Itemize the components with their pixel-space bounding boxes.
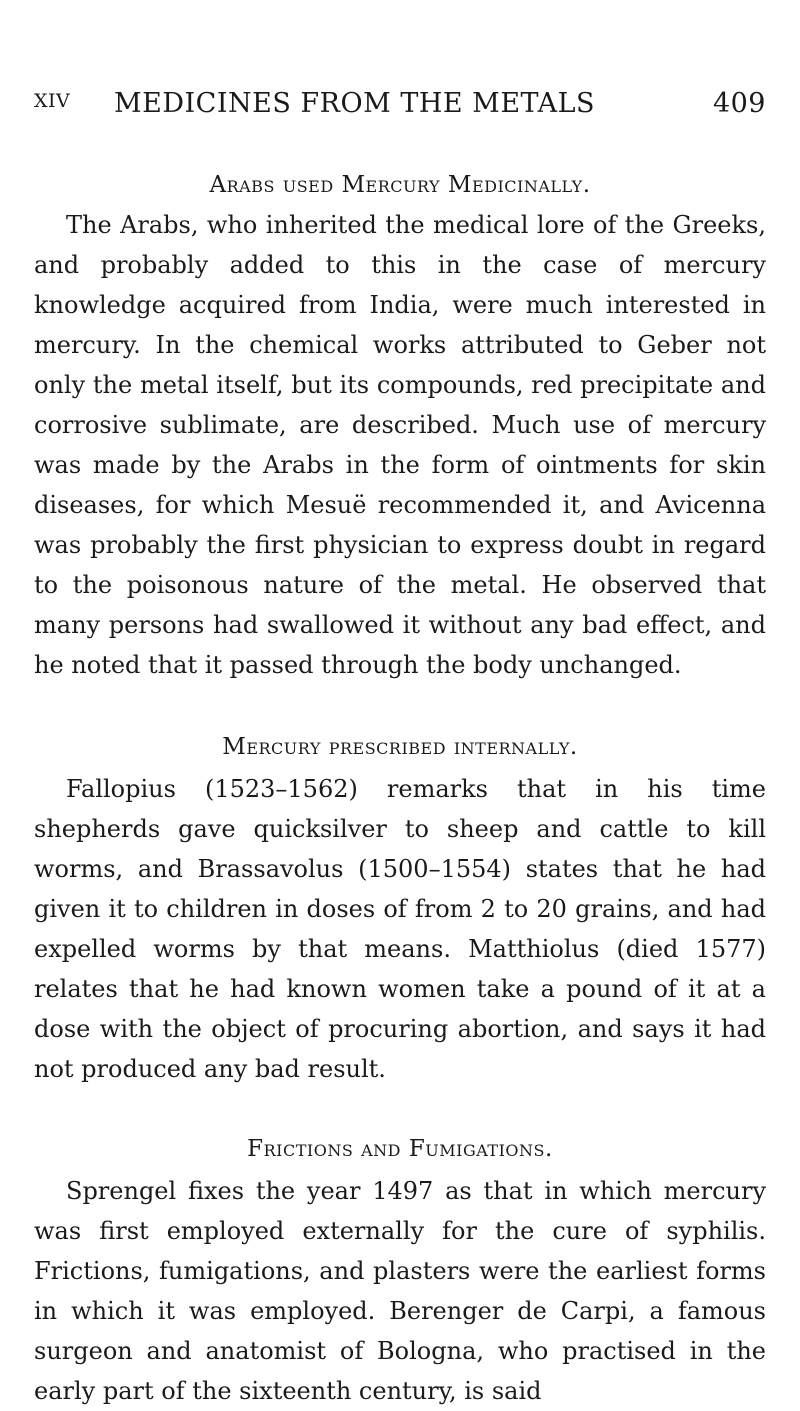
section-heading-frictions: Frictions and Fumigations. [247,1136,553,1162]
paragraph-internal: Fallopius (1523–1562) remarks that in his time shepherds gave quicksilver to sheep and cattle to kill worms, and Brassavolus (1500–1554) states that he had given it to children in doses of from 2 to 20 grains, and had expelled worms by that means. Matthiolus (died 1577) relates that he had known women take a pound of it at a dose with the object of procuring abortion, and says it had not produced any bad result. [34,775,766,1083]
running-head [34,88,766,128]
section-heading-arabs: Arabs used Mercury Medicinally. [209,172,591,198]
book-page [34,88,766,1411]
paragraph-arabs: The Arabs, who inherited the medical lore of the Greeks, and probably added to this in the case of mercury knowledge acquired from India, were much interested in mercury. In the chemical works attributed to Geber not only the metal itself, but its compounds, red precipitate and corrosive sublimate, are described. Much use of mercury was made by the Arabs in the form of ointments for skin diseases, for which Mesuë recommended it, and Avicenna was probably the first physician to express doubt in regard to the poisonous nature of the metal. He observed that many persons had swallowed it without any bad effect, and he noted that it passed through the body unchanged. [34,211,766,679]
section-heading-internal: Mercury prescribed internally. [222,734,578,760]
chapter-number: XIV [34,90,71,112]
running-title: MEDICINES FROM THE METALS [114,88,595,119]
page-number: 409 [712,88,766,119]
paragraph-frictions: Sprengel fixes the year 1497 as that in which mercury was first employed externally for the cure of syphilis. Frictions, fumigations, and plasters were the earliest forms in which it was employed. Berenger de Carpi, a famous surgeon and anatomist of Bologna, who practised in the early part of the sixteenth century, is said [34,1177,766,1405]
